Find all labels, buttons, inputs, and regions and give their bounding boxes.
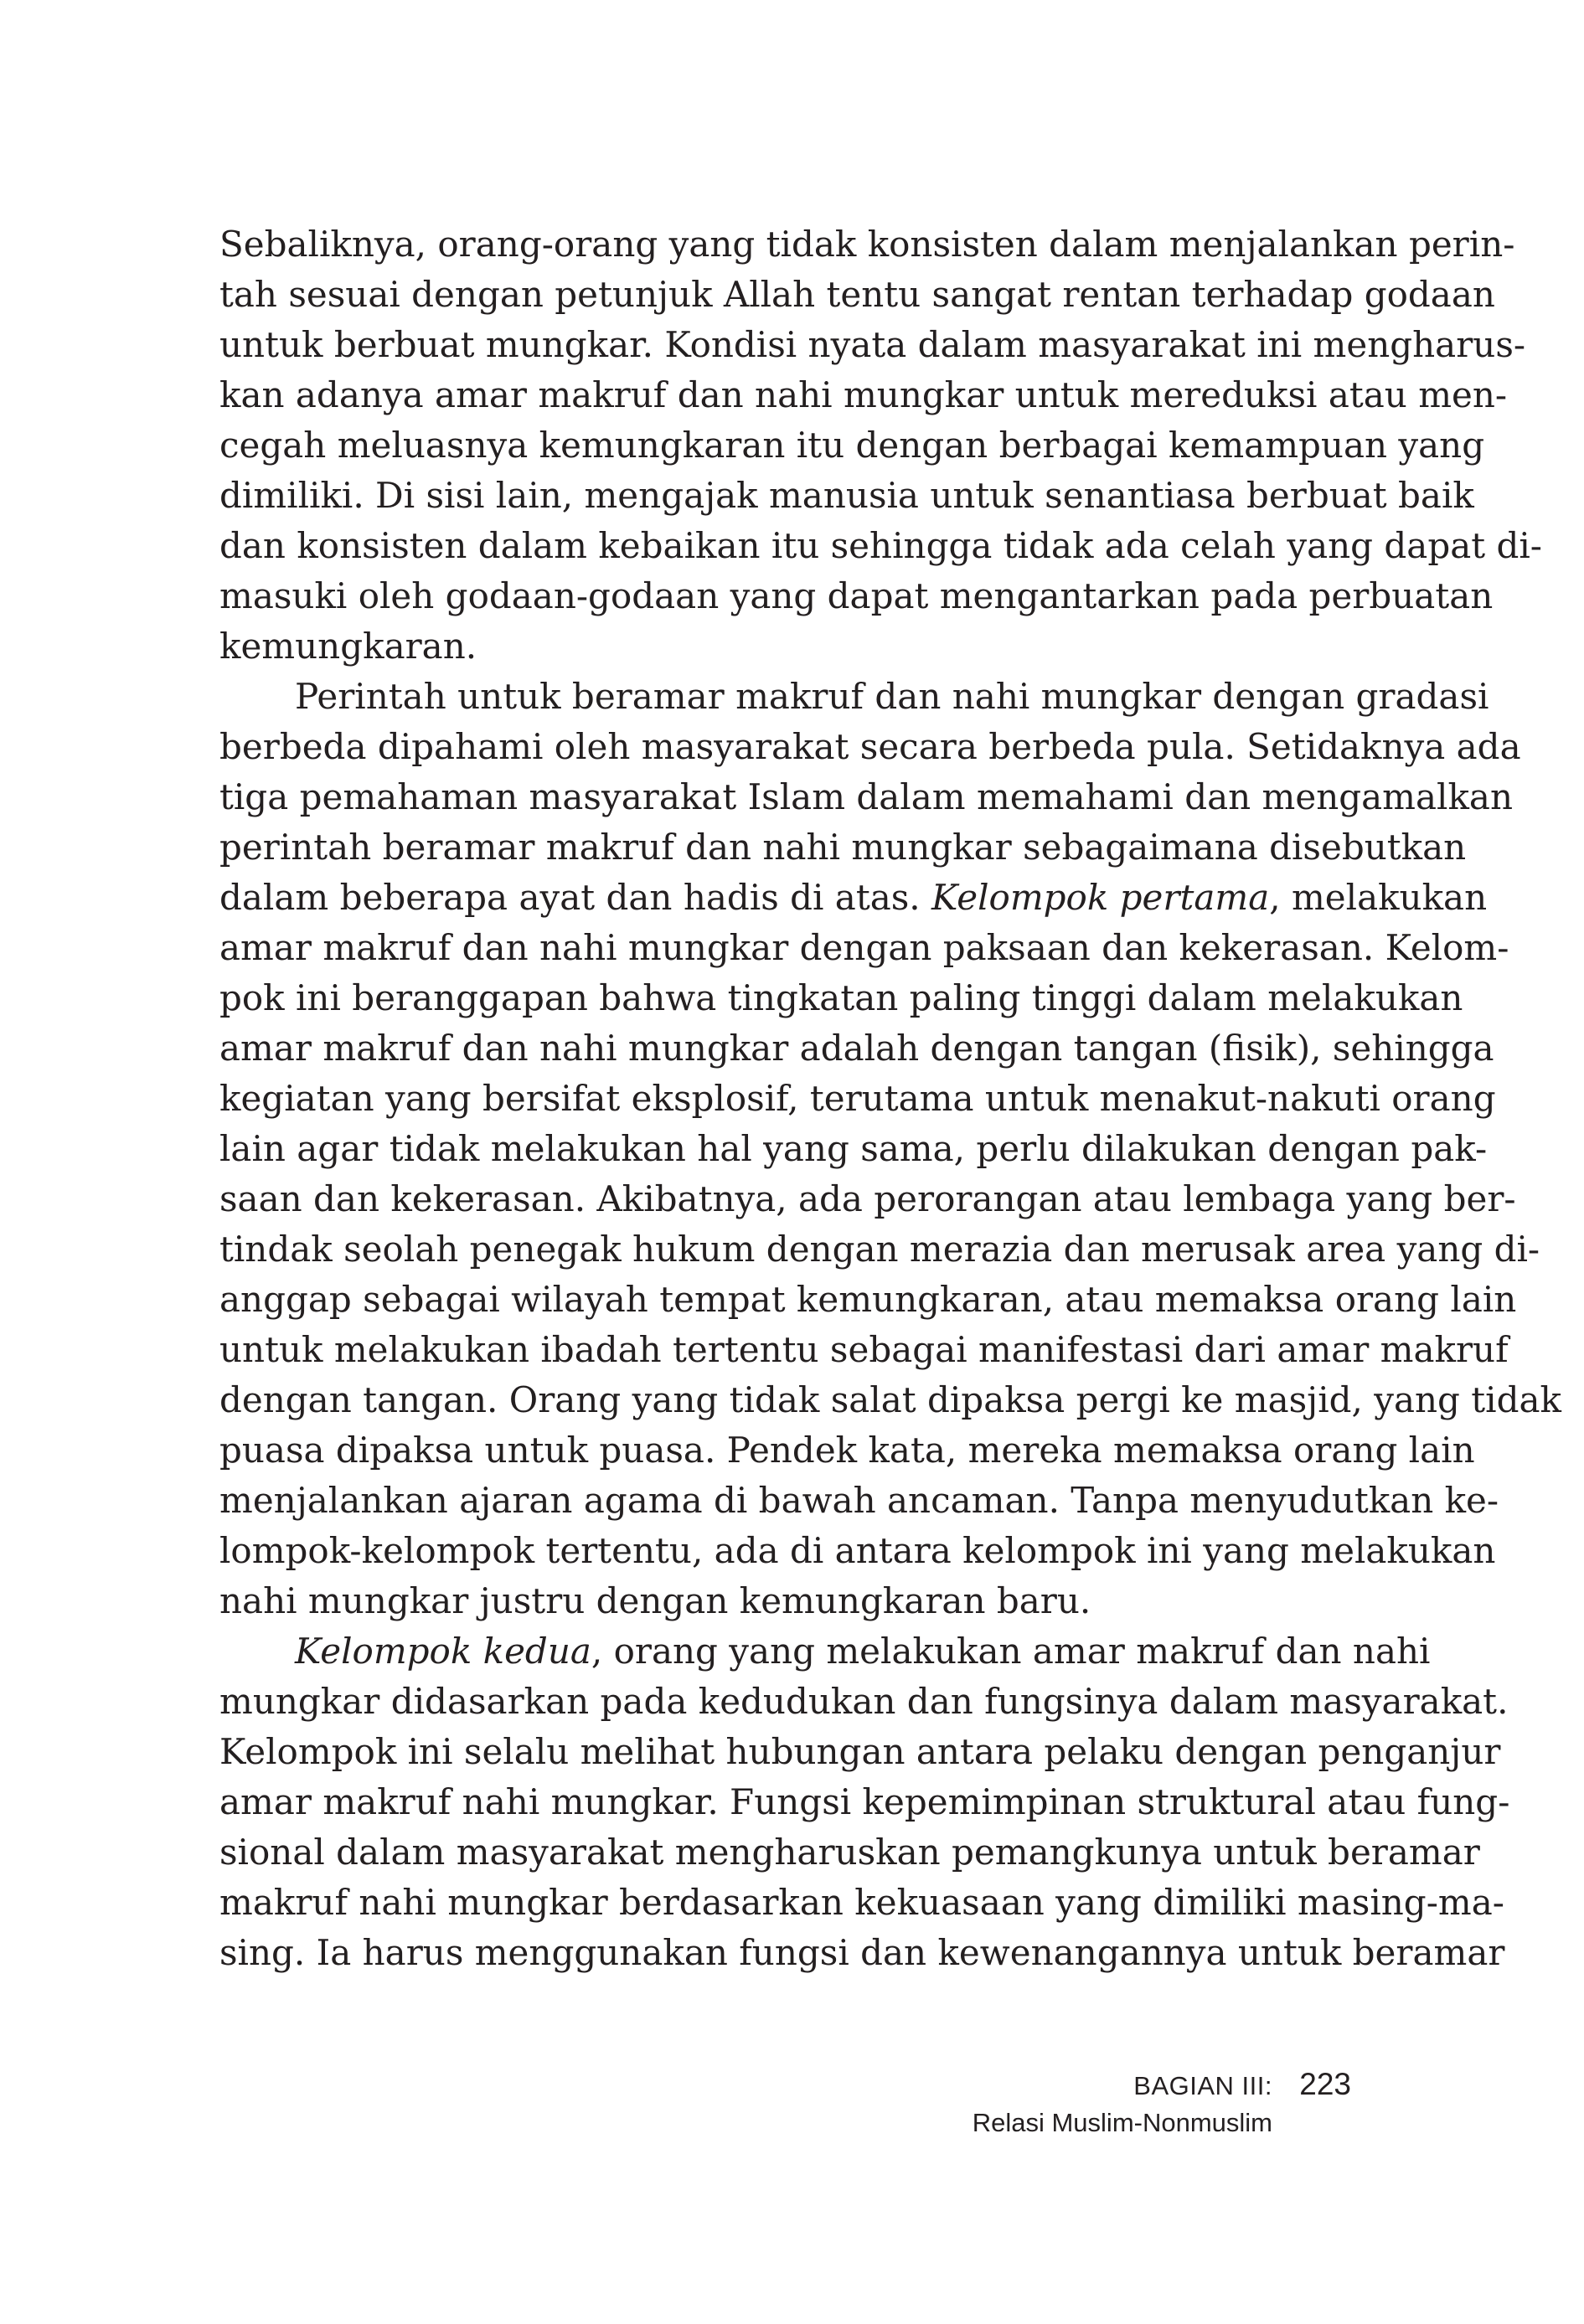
body-text bbox=[219, 219, 1561, 1978]
italic-term: Kelompok kedua bbox=[295, 1631, 591, 1672]
text-line bbox=[219, 1526, 1496, 1576]
text-line bbox=[219, 370, 1508, 420]
footer-top-row bbox=[973, 2068, 1351, 2103]
text-line bbox=[219, 1727, 1501, 1777]
text-line bbox=[219, 1124, 1488, 1174]
line-text: sional dalam masyarakat mengharuskan pemangkunya untuk beramar bbox=[219, 1832, 1480, 1873]
text-line bbox=[219, 822, 1467, 873]
line-text: amar makruf nahi mungkar. Fungsi kepemimpinan struktural atau fung- bbox=[219, 1781, 1510, 1822]
line-text-after: , melakukan bbox=[1269, 877, 1488, 918]
section-title: Relasi Muslim-Nonmuslim bbox=[972, 2108, 1272, 2137]
line-text: pok ini beranggapan bahwa tingkatan paling tinggi dalam melakukan bbox=[219, 977, 1463, 1018]
text-line bbox=[219, 621, 1352, 672]
line-text: cegah meluasnya kemungkaran itu dengan berbagai kemampuan yang bbox=[219, 425, 1485, 466]
line-text: amar makruf dan nahi mungkar dengan paksaan dan kekerasan. Kelom- bbox=[219, 927, 1509, 968]
line-text: sing. Ia harus menggunakan fungsi dan kewenangannya untuk beramar bbox=[219, 1932, 1505, 1973]
line-text: dan konsisten dalam kebaikan itu sehingga tidak ada celah yang dapat di- bbox=[219, 525, 1542, 566]
line-text: makruf nahi mungkar berdasarkan kekuasaan yang dimiliki masing-ma- bbox=[219, 1882, 1504, 1923]
line-text: Sebaliknya, orang-orang yang tidak konsisten dalam menjalankan perin- bbox=[219, 224, 1515, 265]
text-line bbox=[219, 1074, 1496, 1124]
line-text: untuk berbuat mungkar. Kondisi nyata dalam masyarakat ini mengharus- bbox=[219, 324, 1526, 365]
text-line bbox=[219, 1476, 1499, 1526]
text-line bbox=[219, 219, 1515, 270]
line-text: dimiliki. Di sisi lain, mengajak manusia untuk senantiasa berbuat baik bbox=[219, 475, 1474, 516]
line-text: dalam beberapa ayat dan hadis di atas. bbox=[219, 877, 932, 918]
text-line bbox=[219, 1677, 1509, 1727]
line-text: kemungkaran. bbox=[219, 626, 477, 667]
line-text: kegiatan yang bersifat eksplosif, terutama untuk menakut-nakuti orang bbox=[219, 1078, 1496, 1119]
line-text: amar makruf dan nahi mungkar adalah dengan tangan (fisik), sehingga bbox=[219, 1028, 1494, 1069]
text-line bbox=[219, 1375, 1561, 1425]
line-text: mungkar didasarkan pada kedudukan dan fungsinya dalam masyarakat. bbox=[219, 1681, 1509, 1722]
line-text: berbeda dipahami oleh masyarakat secara berbeda pula. Setidaknya ada bbox=[219, 726, 1521, 767]
text-line bbox=[219, 1023, 1494, 1074]
line-text: masuki oleh godaan-godaan yang dapat mengantarkan pada perbuatan bbox=[219, 575, 1494, 616]
line-text: tah sesuai dengan petunjuk Allah tentu sangat rentan terhadap godaan bbox=[219, 274, 1495, 315]
text-line bbox=[219, 722, 1521, 772]
text-line bbox=[219, 672, 1489, 722]
text-line bbox=[219, 420, 1485, 471]
text-line bbox=[219, 521, 1542, 571]
line-text: tindak seolah penegak hukum dengan merazia dan merusak area yang di- bbox=[219, 1229, 1540, 1270]
text-line bbox=[219, 320, 1526, 370]
text-line bbox=[219, 1626, 1431, 1677]
line-text: tiga pemahaman masyarakat Islam dalam memahami dan mengamalkan bbox=[219, 776, 1514, 817]
page-number: 223 bbox=[1299, 2067, 1351, 2101]
text-line bbox=[219, 873, 1488, 923]
text-line bbox=[219, 973, 1463, 1023]
line-text: lompok-kelompok tertentu, ada di antara kelompok ini yang melakukan bbox=[219, 1530, 1496, 1571]
text-line bbox=[219, 1224, 1540, 1275]
line-text: Perintah untuk beramar makruf dan nahi mungkar dengan gradasi bbox=[295, 676, 1489, 717]
page-footer bbox=[973, 2068, 1351, 2140]
line-text: saan dan kekerasan. Akibatnya, ada perorangan atau lembaga yang ber- bbox=[219, 1178, 1516, 1219]
text-line bbox=[219, 1425, 1475, 1476]
text-line bbox=[219, 571, 1494, 621]
text-line bbox=[219, 1777, 1510, 1827]
line-text: kan adanya amar makruf dan nahi mungkar untuk mereduksi atau men- bbox=[219, 374, 1508, 415]
line-text: menjalankan ajaran agama di bawah ancaman. Tanpa menyudutkan ke- bbox=[219, 1480, 1499, 1521]
section-label: BAGIAN III: bbox=[1133, 2071, 1272, 2100]
text-line bbox=[219, 270, 1495, 320]
text-line bbox=[219, 772, 1514, 822]
text-line bbox=[219, 1325, 1509, 1375]
line-text: puasa dipaksa untuk puasa. Pendek kata, mereka memaksa orang lain bbox=[219, 1430, 1475, 1471]
text-line bbox=[219, 1275, 1517, 1325]
line-text: anggap sebagai wilayah tempat kemungkaran, atau memaksa orang lain bbox=[219, 1279, 1517, 1320]
line-text: untuk melakukan ibadah tertentu sebagai manifestasi dari amar makruf bbox=[219, 1329, 1509, 1370]
text-line bbox=[219, 1576, 1352, 1626]
text-line bbox=[219, 1174, 1516, 1224]
text-line bbox=[219, 1928, 1505, 1978]
line-text: Kelompok ini selalu melihat hubungan antara pelaku dengan penganjur bbox=[219, 1731, 1501, 1772]
line-text-after: , orang yang melakukan amar makruf dan nahi bbox=[591, 1631, 1431, 1672]
text-line bbox=[219, 1878, 1504, 1928]
text-line bbox=[219, 923, 1509, 973]
line-text: perintah beramar makruf dan nahi mungkar sebagaimana disebutkan bbox=[219, 827, 1467, 868]
line-text: dengan tangan. Orang yang tidak salat dipaksa pergi ke masjid, yang tidak bbox=[219, 1379, 1561, 1420]
line-text: lain agar tidak melakukan hal yang sama, perlu dilakukan dengan pak- bbox=[219, 1128, 1488, 1169]
line-text: nahi mungkar justru dengan kemungkaran baru. bbox=[219, 1580, 1091, 1621]
text-line bbox=[219, 471, 1474, 521]
italic-term: Kelompok pertama bbox=[931, 877, 1270, 918]
text-line bbox=[219, 1827, 1480, 1878]
